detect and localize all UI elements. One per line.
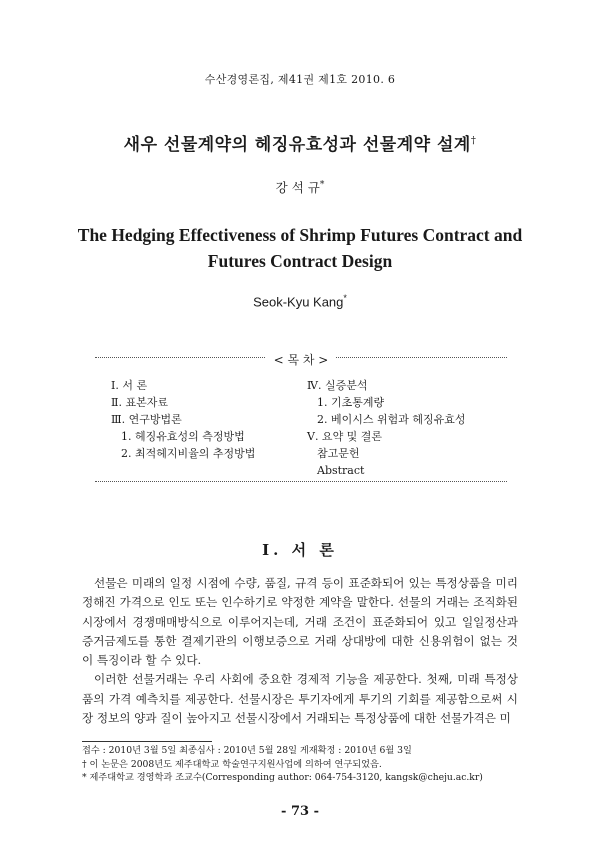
footnotes [82,744,552,785]
journal-header: 수산경영론집, 제41권 제1호 2010. 6 [204,73,396,86]
english-author [0,293,600,309]
toc-subitem: 2. 최적헤지비율의 추정방법 [121,447,256,460]
english-title-line2: Futures Contract Design [207,251,393,271]
footnote-affiliation: * 제주대학교 경영학과 조교수(Corresponding author: 064-754-3120, kangsk@cheju.ac.kr) [82,772,483,783]
toc-subitem: 참고문헌 [317,447,360,460]
paragraph: 선물은 미래의 일정 시점에 수량, 품질, 규격 등이 표준화되어 있는 특정상품을 미리 정해진 가격으로 인도 또는 인수하기로 약정한 계약을 말한다. 선물의 거래는 조직화된 시장에서 경쟁매매방식으로 이루어지는데, 거래 조건이 표준화되어 있고 일일정산과 증거금제도를 통한 결제기관의 이행보증으로 거래 상대방에 대한 신용위험이 없는 것이 특징이라 할 수 있다. [82,576,518,668]
footnote-funding: † 이 논문은 2008년도 제주대학교 학술연구지원사업에 의하여 연구되었음. [82,758,382,770]
footnote-divider [82,741,212,742]
toc-item: Ⅰ. 서 론 [111,379,148,392]
korean-author [0,178,600,196]
toc-subitem: 2. 베이시스 위험과 헤징유효성 [317,413,466,426]
title-dagger: † [470,135,477,147]
footnote-dates: 접수 : 2010년 3월 5일 최종심사 : 2010년 5월 28일 게재확정 : 2010년 6월 3일 [82,745,412,756]
english-author-mark: * [343,293,347,303]
paragraph: 이러한 선물거래는 우리 사회에 중요한 경제적 기능을 제공한다. 첫째, 미래 특정상품의 가격 예측치를 제공한다. 선물시장은 투기자에게 투기의 기회를 제공함으로써 시장 정보의 양과 질이 높아지고 선물시장에서 거래되는 특정상품에 대한 선물가격은 미 [82,672,518,726]
korean-author-mark: * [319,179,325,190]
toc-item: Ⅱ. 표본자료 [111,396,168,409]
korean-title [0,130,600,155]
toc-item: Ⅲ. 연구방법론 [111,413,182,426]
english-title [40,222,560,274]
toc-subitem: 1. 헤징유효성의 측정방법 [121,430,245,443]
korean-title-text: 새우 선물계약의 헤징유효성과 선물계약 설계 [123,135,471,155]
toc-subitem: Abstract [317,464,365,477]
body-text [82,574,518,728]
table-of-contents [95,353,507,482]
english-author-name: Seok-Kyu Kang [253,294,344,310]
korean-author-name: 강 석 규 [275,180,320,195]
toc-right-column [307,377,466,479]
toc-item: Ⅳ. 실증분석 [307,379,368,392]
page-number: - 73 - [281,804,319,819]
toc-left-column [111,377,255,462]
toc-item: Ⅴ. 요약 및 결론 [307,430,383,443]
toc-heading: < 목 차 > [95,349,507,368]
toc-subitem: 1. 기초통계량 [317,396,385,409]
english-title-line1: The Hedging Effectiveness of Shrimp Futures Contract and [77,225,523,245]
section-heading: Ⅰ. 서 론 [262,541,338,559]
